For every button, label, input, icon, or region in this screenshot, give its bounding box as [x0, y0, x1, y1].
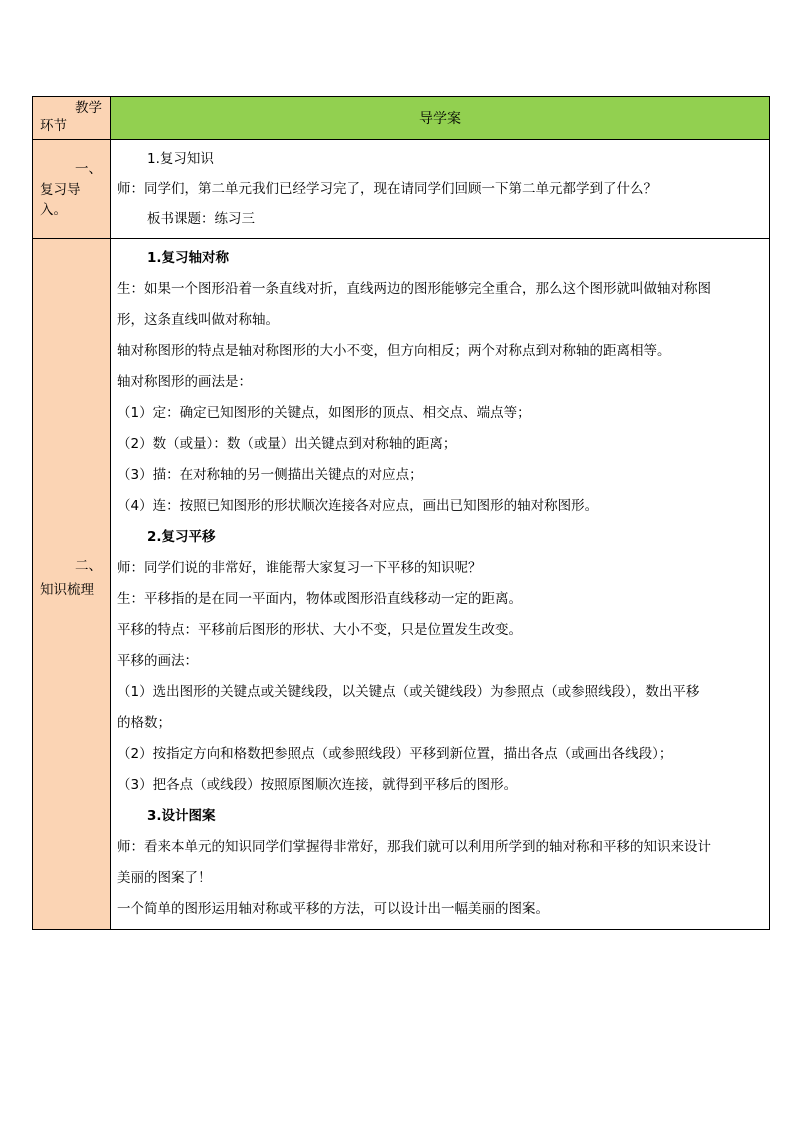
section1-line: 板书课题：练习三	[147, 211, 255, 227]
content-line: 的格数；	[117, 715, 171, 731]
content-line: 轴对称图形的特点是轴对称图形的大小不变，但方向相反；两个对称点到对称轴的距离相等。	[117, 343, 671, 359]
section1-label-line2: 入。	[40, 202, 67, 218]
content-line: 一个简单的图形运用轴对称或平移的方法，可以设计出一幅美丽的图案。	[117, 901, 549, 917]
section2-label-line1: 知识梳理	[40, 582, 94, 598]
content-line: 师：看来本单元的知识同学们掌握得非常好，那我们就可以利用所学到的轴对称和平移的知识来设计	[117, 839, 711, 855]
content-line: （1）定：确定已知图形的关键点，如图形的顶点、相交点、端点等；	[117, 405, 531, 421]
content-line: 平移的画法：	[117, 653, 198, 669]
section1-label-cell	[33, 140, 111, 239]
header-plan-title: 导学案	[111, 97, 770, 140]
section1-line: 师：同学们，第二单元我们已经学习完了，现在请同学们回顾一下第二单元都学到了什么？	[117, 181, 657, 197]
content-line: 生：如果一个图形沿着一条直线对折，直线两边的图形能够完全重合，那么这个图形就叫做轴对称图	[117, 281, 711, 297]
section1-label-line1: 复习导	[40, 182, 81, 198]
section2-label-cell	[33, 239, 111, 930]
header-stage-line2: 环节	[40, 118, 67, 134]
subsection-title: 3.设计图案	[147, 808, 216, 824]
content-line: 生：平移指的是在同一平面内，物体或图形沿直线移动一定的距离。	[117, 591, 522, 607]
section1-number: 一、	[75, 161, 102, 177]
content-line: （1）选出图形的关键点或关键线段，以关键点（或关键线段）为参照点（或参照线段），数出平移	[117, 684, 700, 700]
lesson-plan-table	[32, 96, 770, 930]
content-line: 师：同学们说的非常好，谁能帮大家复习一下平移的知识呢？	[117, 560, 482, 576]
content-line: （3）把各点（或线段）按照原图顺次连接，就得到平移后的图形。	[117, 777, 518, 793]
content-line: 轴对称图形的画法是：	[117, 374, 252, 390]
section2-row	[33, 239, 770, 930]
header-stage-line1: 教学	[75, 100, 102, 116]
content-line: （4）连：按照已知图形的形状顺次连接各对应点，画出已知图形的轴对称图形。	[117, 498, 599, 514]
section1-row	[33, 140, 770, 239]
content-line: （2）按指定方向和格数把参照点（或参照线段）平移到新位置，描出各点（或画出各线段）；	[117, 746, 673, 762]
section2-content	[111, 239, 770, 930]
header-row	[33, 97, 770, 140]
section1-line: 1.复习知识	[147, 151, 214, 167]
content-line: （2）数（或量）：数（或量）出关键点到对称轴的距离；	[117, 436, 457, 452]
content-line: 美丽的图案了！	[117, 870, 212, 886]
header-stage-cell	[33, 97, 111, 140]
content-line: 平移的特点：平移前后图形的形状、大小不变，只是位置发生改变。	[117, 622, 522, 638]
section2-number: 二、	[75, 558, 102, 574]
section1-content	[111, 140, 770, 239]
content-line: 形，这条直线叫做对称轴。	[117, 312, 279, 328]
subsection-title: 2.复习平移	[147, 529, 216, 545]
subsection-title: 1.复习轴对称	[147, 250, 230, 266]
content-line: （3）描：在对称轴的另一侧描出关键点的对应点；	[117, 467, 423, 483]
